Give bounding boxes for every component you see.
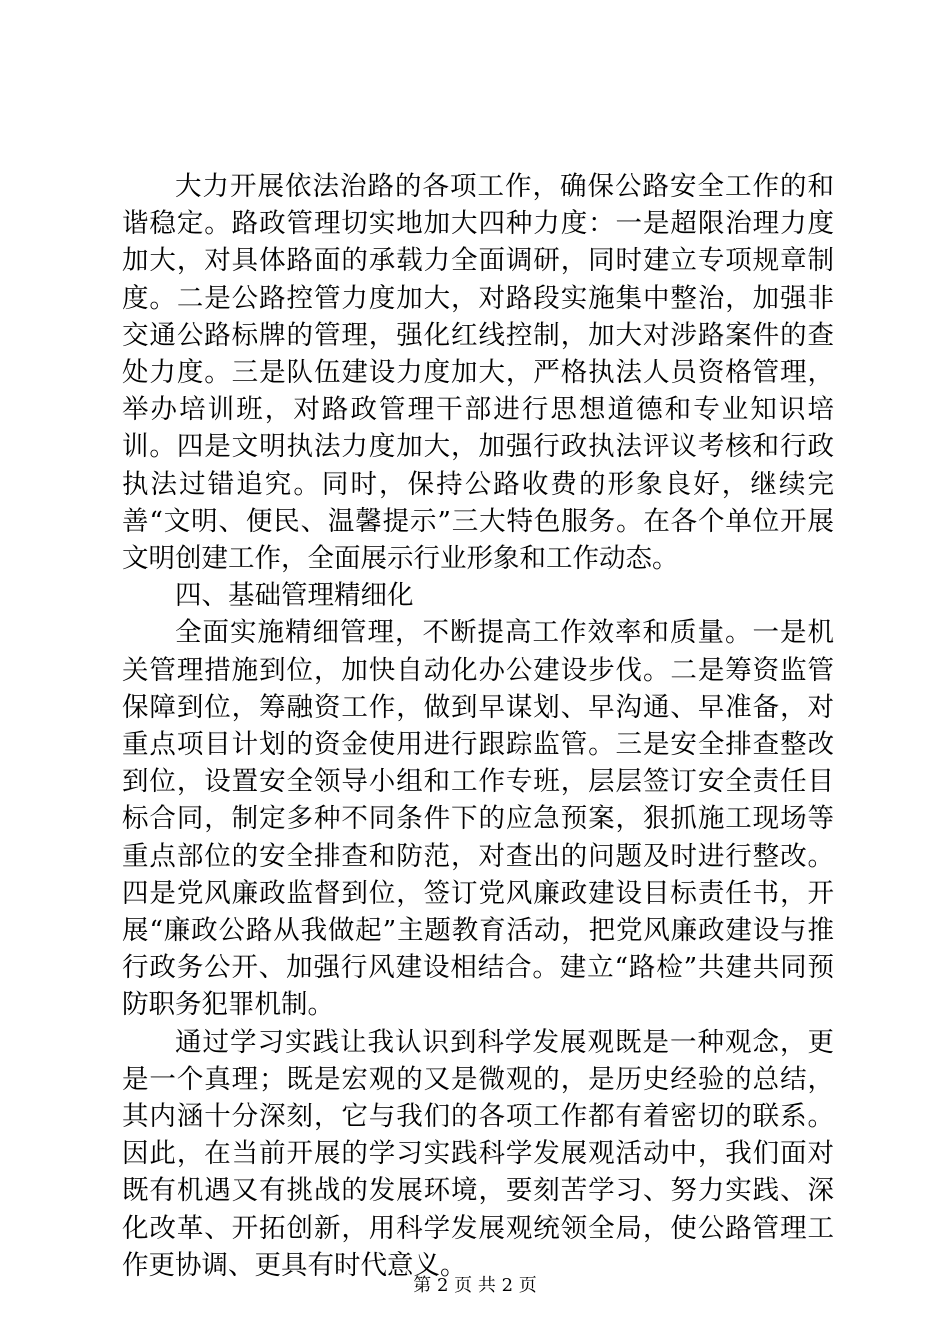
- paragraph-road-administration: 大力开展依法治路的各项工作，确保公路安全工作的和谐稳定。路政管理切实地加大四种力度：一是超限治理力度加大，对具体路面的承载力全面调研，同时建立专项规章制度。二是公路控管力度加大，对路段实施集中整治，加强非交通公路标牌的管理，强化红线控制，加大对涉路案件的查处力度。三是队伍建设力度加大，严格执法人员资格管理，举办培训班，对路政管理干部进行思想道德和专业知识培训。四是文明执法力度加大，加强行政执法评议考核和行政执法过错追究。同时，保持公路收费的形象良好，继续完善“文明、便民、温馨提示”三大特色服务。在各个单位开展文明创建工作，全面展示行业形象和工作动态。: [122, 171, 834, 575]
- page-number-footer: 第 2 页 共 2 页: [413, 1275, 537, 1296]
- section-heading-basic-management: 四、基础管理精细化: [175, 580, 414, 612]
- paragraph-scientific-development: 通过学习实践让我认识到科学发展观既是一种观念，更是一个真理；既是宏观的又是微观的，是历史经验的总结，其内涵十分深刻，它与我们的各项工作都有着密切的联系。因此，在当前开展的学习实践科学发展观活动中，我们面对既有机遇又有挑战的发展环境，要刻苦学习、努力实践、深化改革、开拓创新，用科学发展观统领全局，使公路管理工作更协调、更具有时代意义。: [122, 1026, 834, 1281]
- paragraph-refined-management: 全面实施精细管理，不断提高工作效率和质量。一是机关管理措施到位，加快自动化办公建设步伐。二是筹资监管保障到位，筹融资工作，做到早谋划、早沟通、早准备，对重点项目计划的资金使用进行跟踪监管。三是安全排查整改到位，设置安全领导小组和工作专班，层层签订安全责任目标合同，制定多种不同条件下的应急预案，狠抓施工现场等重点部位的安全排查和防范，对查出的问题及时进行整改。四是党风廉政监督到位，签订党风廉政建设目标责任书，开展“廉政公路从我做起”主题教育活动，把党风廉政建设与推行政务公开、加强行风建设相结合。建立“路检”共建共同预防职务犯罪机制。: [122, 617, 834, 1021]
- document-body: [122, 168, 834, 1284]
